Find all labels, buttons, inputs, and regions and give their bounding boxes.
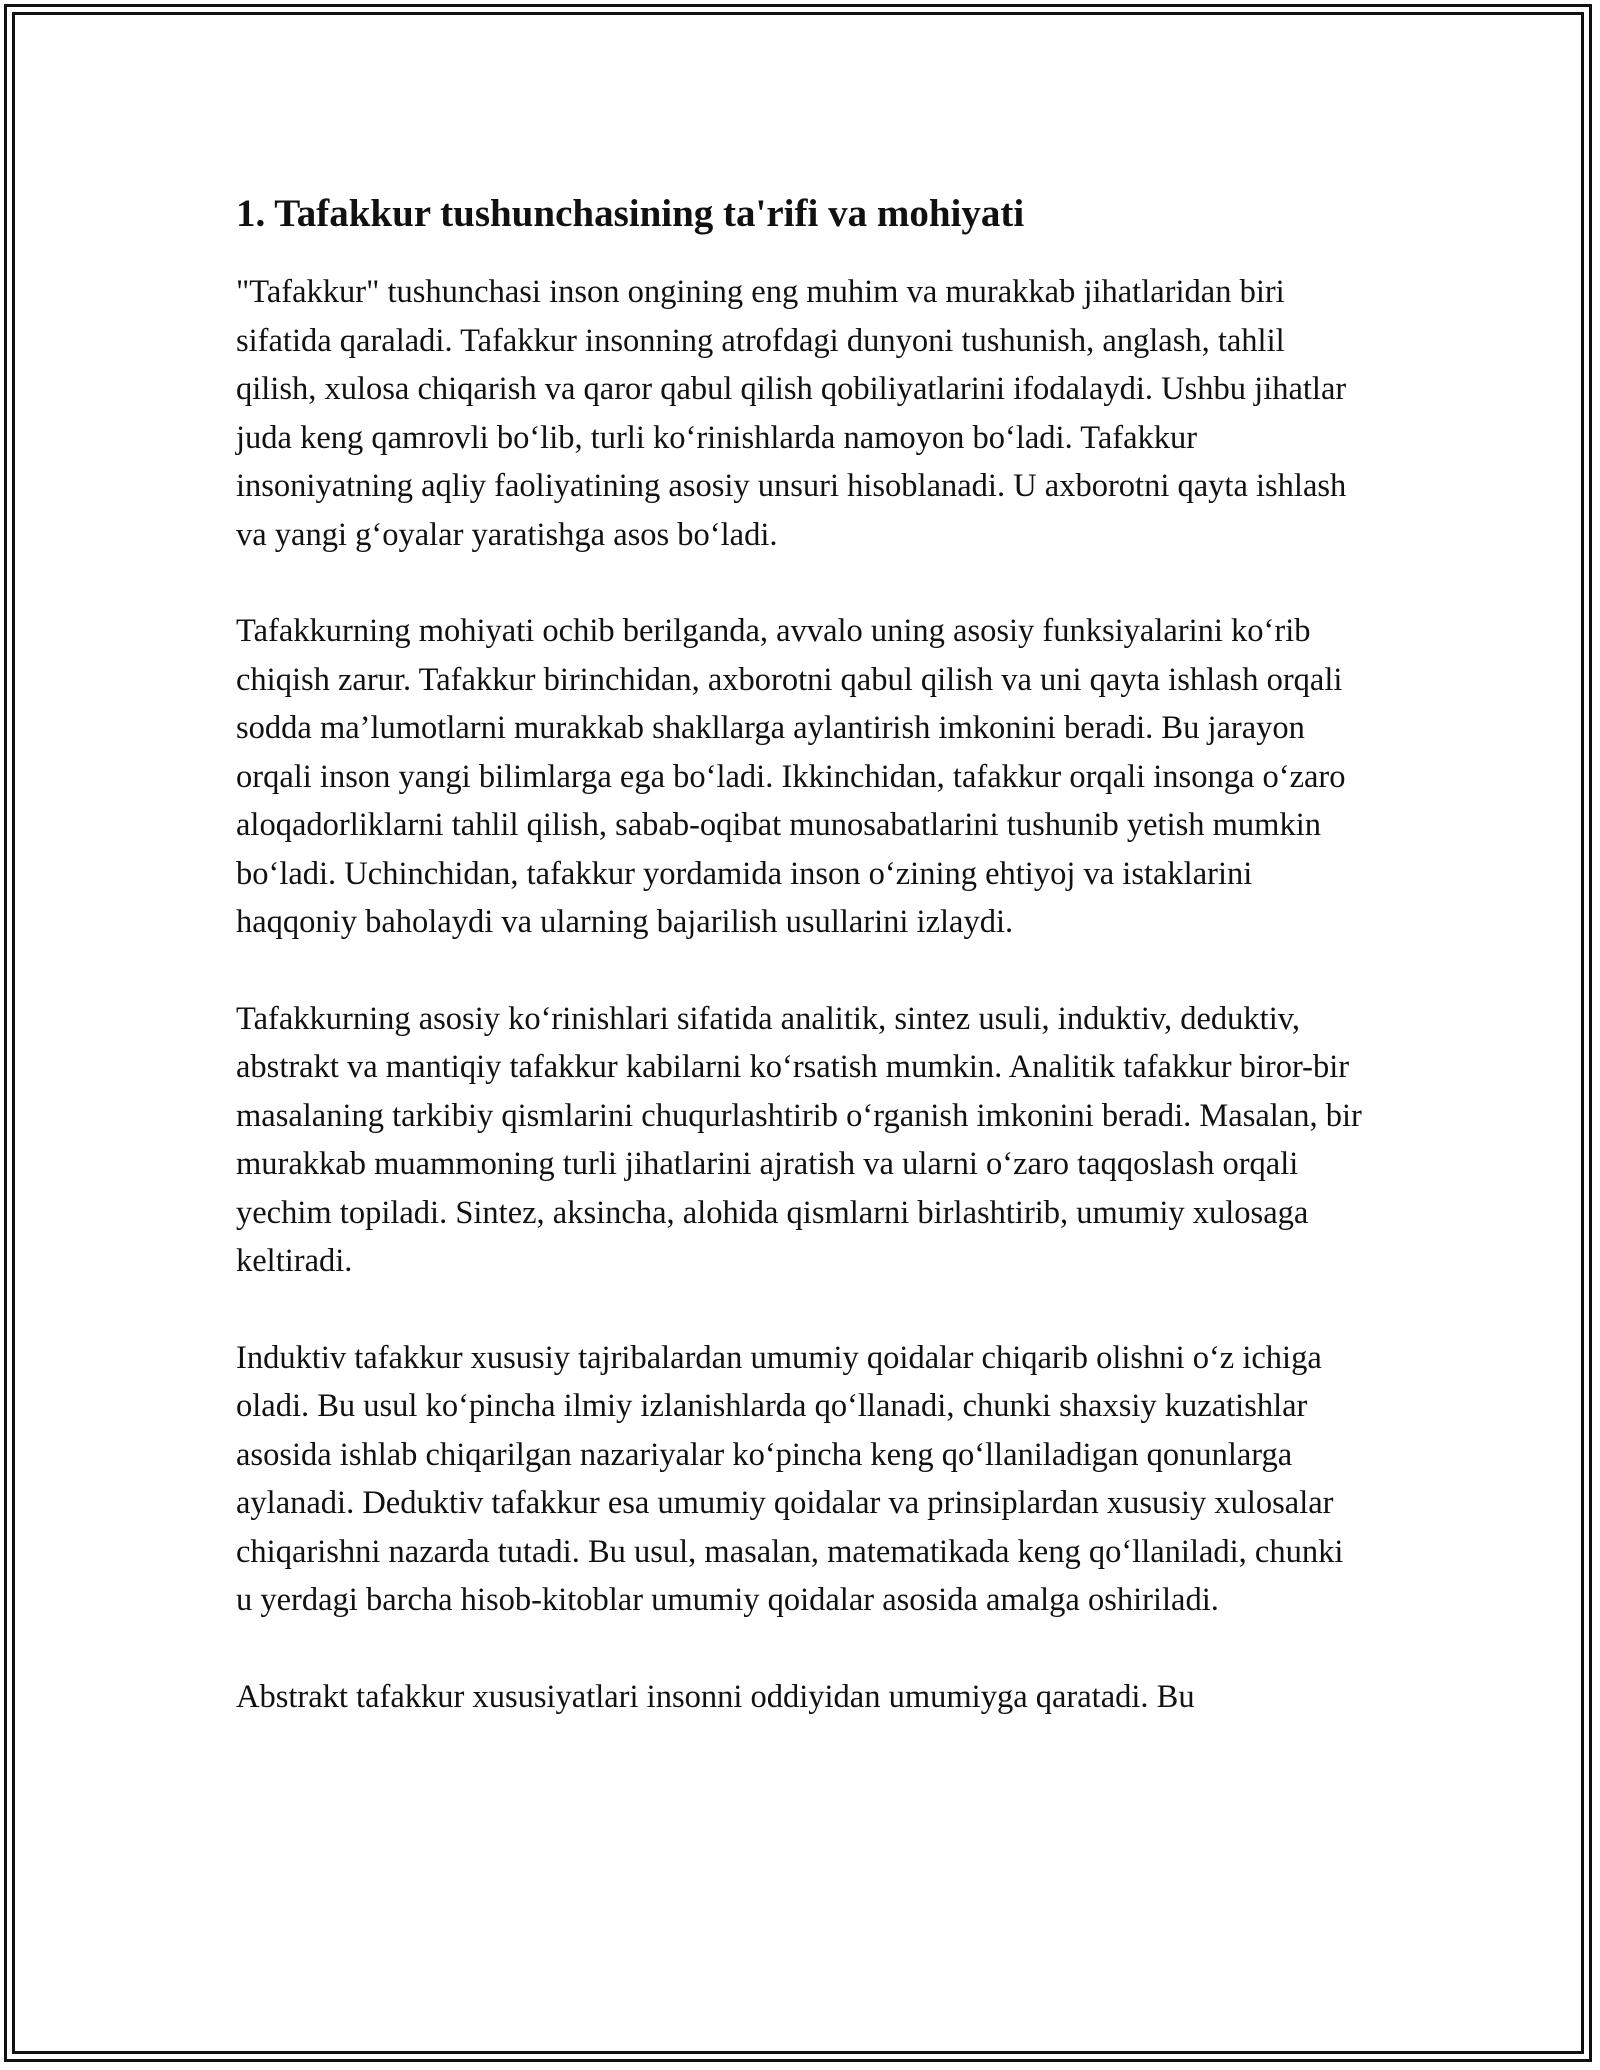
paragraph-1: "Tafakkur" tushunchasi inson ongining eng muhim va murakkab jihatlaridan biri sifatida qaraladi. Tafakkur insonning atrofdagi dunyoni tushunish, anglash, tahlil qilish, xulosa chiqarish va qaror qabul qilish qobiliyatlarini ifodalaydi. Ushbu jihatlar juda keng qamrovli bo‘lib, turli ko‘rinishlarda namoyon bo‘ladi. Tafakkur insoniyatning aqliy faoliyatining asosiy unsuri hisoblanadi. U axborotni qayta ishlash va yangi g‘oyalar yaratishga asos bo‘ladi. <box>236 274 1347 553</box>
paragraph-2: Tafakkurning mohiyati ochib berilganda, avvalo uning asosiy funksiyalarini ko‘rib chiqish zarur. Tafakkur birinchidan, axborotni qabul qilish va uni qayta ishlash orqali sodda ma’lumotlarni murakkab shakllarga aylantirish imkonini beradi. Bu jarayon orqali inson yangi bilimlarga ega bo‘ladi. Ikkinchidan, tafakkur orqali insonga o‘zaro aloqadorliklarni tahlil qilish, sabab-oqibat munosabatlarini tushunib yetish mumkin bo‘ladi. Uchinchidan, tafakkur yordamida inson o‘zining ehtiyoj va istaklarini haqqoniy baholaydi va ularning bajarilish usullarini izlaydi. <box>236 613 1346 940</box>
paragraph-4: Induktiv tafakkur xususiy tajribalardan umumiy qoidalar chiqarib olishni o‘z ichiga oladi. Bu usul ko‘pincha ilmiy izlanishlarda qo‘llanadi, chunki shaxsiy kuzatishlar asosida ishlab chiqarilgan nazariyalar ko‘pincha keng qo‘llaniladigan qonunlarga aylanadi. Deduktiv tafakkur esa umumiy qoidalar va prinsiplardan xususiy xulosalar chiqarishni nazarda tutadi. Bu usul, masalan, matematikada keng qo‘llaniladi, chunki u yerdagi barcha hisob-kitoblar umumiy qoidalar asosida amalga oshiriladi. <box>236 1339 1344 1618</box>
paragraph-3: Tafakkurning asosiy ko‘rinishlari sifatida analitik, sintez usuli, induktiv, deduktiv, abstrakt va mantiqiy tafakkur kabilarni ko‘rsatish mumkin. Analitik tafakkur biror-bir masalaning tarkibiy qismlarini chuqurlashtirib o‘rganish imkonini beradi. Masalan, bir murakkab muammoning turli jihatlarini ajratish va ularni o‘zaro taqqoslash orqali yechim topiladi. Sintez, aksincha, alohida qismlarni birlashtirib, umumiy xulosaga keltiradi. <box>236 1000 1362 1279</box>
document-page <box>236 188 1366 1721</box>
section-heading: 1. Tafakkur tushunchasining ta'rifi va mohiyati <box>236 192 1025 235</box>
paragraph-5: Abstrakt tafakkur xususiyatlari insonni oddiyidan umumiyga qaratadi. Bu <box>236 1678 1195 1715</box>
